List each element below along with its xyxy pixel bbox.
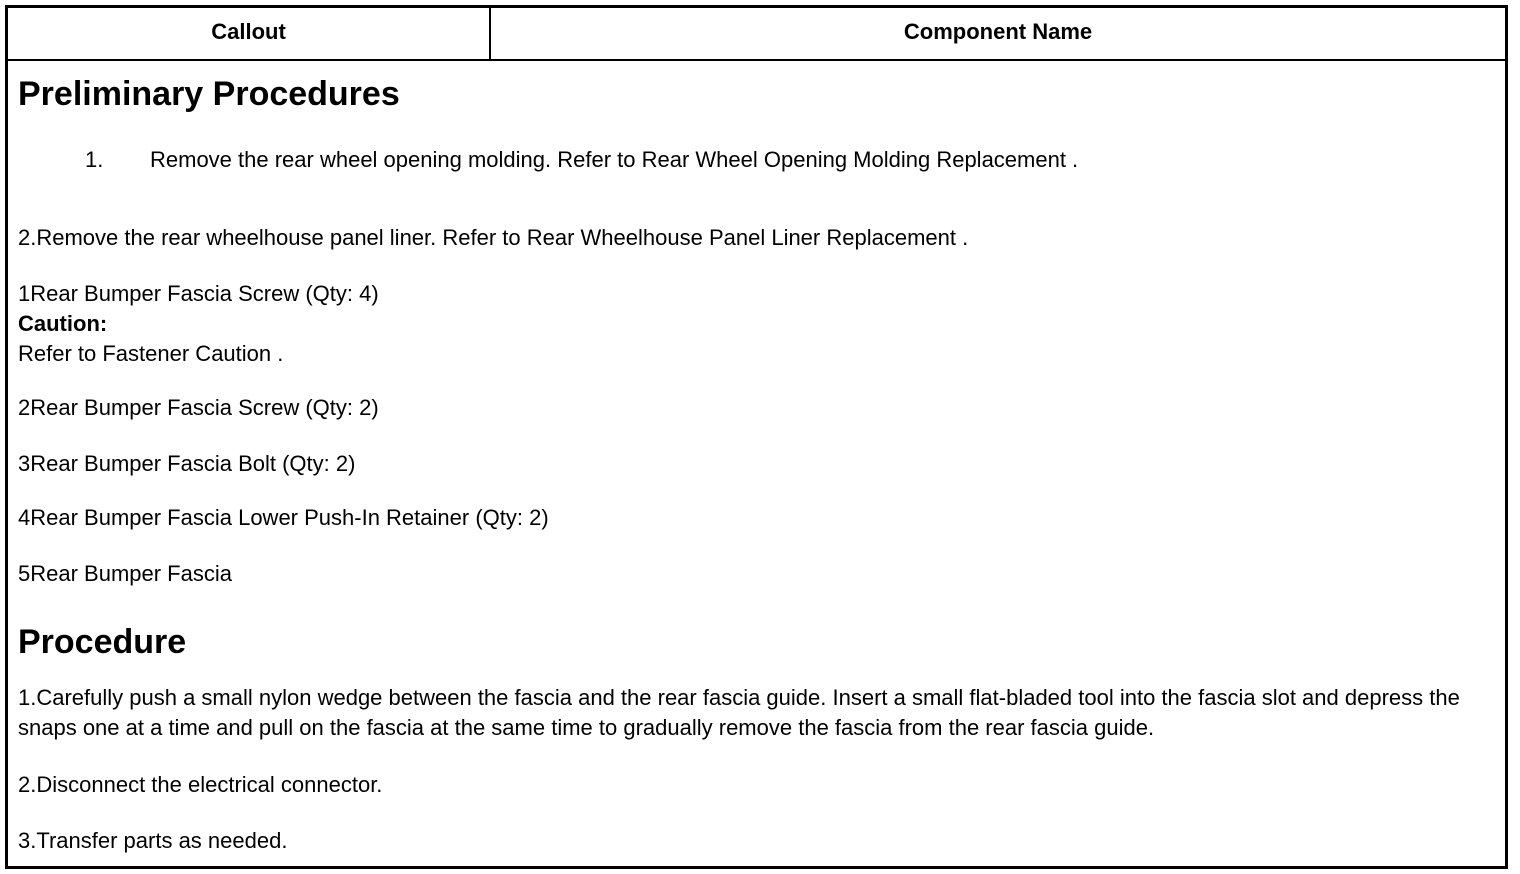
component-item-5: 5Rear Bumper Fascia bbox=[18, 561, 232, 586]
procedure-heading: Procedure bbox=[18, 623, 187, 661]
procedure-step-1: 1.Carefully push a small nylon wedge between the fascia and the rear fascia guide. Insert a small flat-bladed tool into the fascia slot and depress the snaps one at a time and pull on the fascia at the same time to gradually remove the fascia from the rear fascia guide. bbox=[18, 685, 1460, 740]
caution-text: Refer to Fastener Caution . bbox=[18, 341, 284, 366]
component-item-3: 3Rear Bumper Fascia Bolt (Qty: 2) bbox=[18, 451, 356, 476]
component-item-2: 2Rear Bumper Fascia Screw (Qty: 2) bbox=[18, 395, 379, 420]
component-item-4: 4Rear Bumper Fascia Lower Push-In Retainer (Qty: 2) bbox=[18, 505, 549, 530]
component-item-1: 1Rear Bumper Fascia Screw (Qty: 4) bbox=[18, 281, 379, 306]
caution-label: Caution: bbox=[18, 311, 108, 336]
callout-column-header: Callout bbox=[8, 8, 491, 59]
preliminary-procedures-heading: Preliminary Procedures bbox=[18, 75, 400, 113]
preliminary-step-2-text: 2.Remove the rear wheelhouse panel liner. Refer to Rear Wheelhouse Panel Liner Replacement . bbox=[18, 225, 969, 250]
procedure-step-2: 2.Disconnect the electrical connector. bbox=[18, 772, 383, 797]
table-header-row bbox=[8, 8, 1505, 61]
preliminary-step-1-number: 1. bbox=[85, 147, 104, 172]
component-name-column-header: Component Name bbox=[903, 19, 1093, 44]
preliminary-step-1-text: Remove the rear wheel opening molding. Refer to Rear Wheel Opening Molding Replacement . bbox=[150, 147, 1079, 172]
procedure-step-3: 3.Transfer parts as needed. bbox=[18, 828, 288, 853]
procedure-table bbox=[5, 5, 1508, 869]
table-body bbox=[8, 61, 1505, 866]
